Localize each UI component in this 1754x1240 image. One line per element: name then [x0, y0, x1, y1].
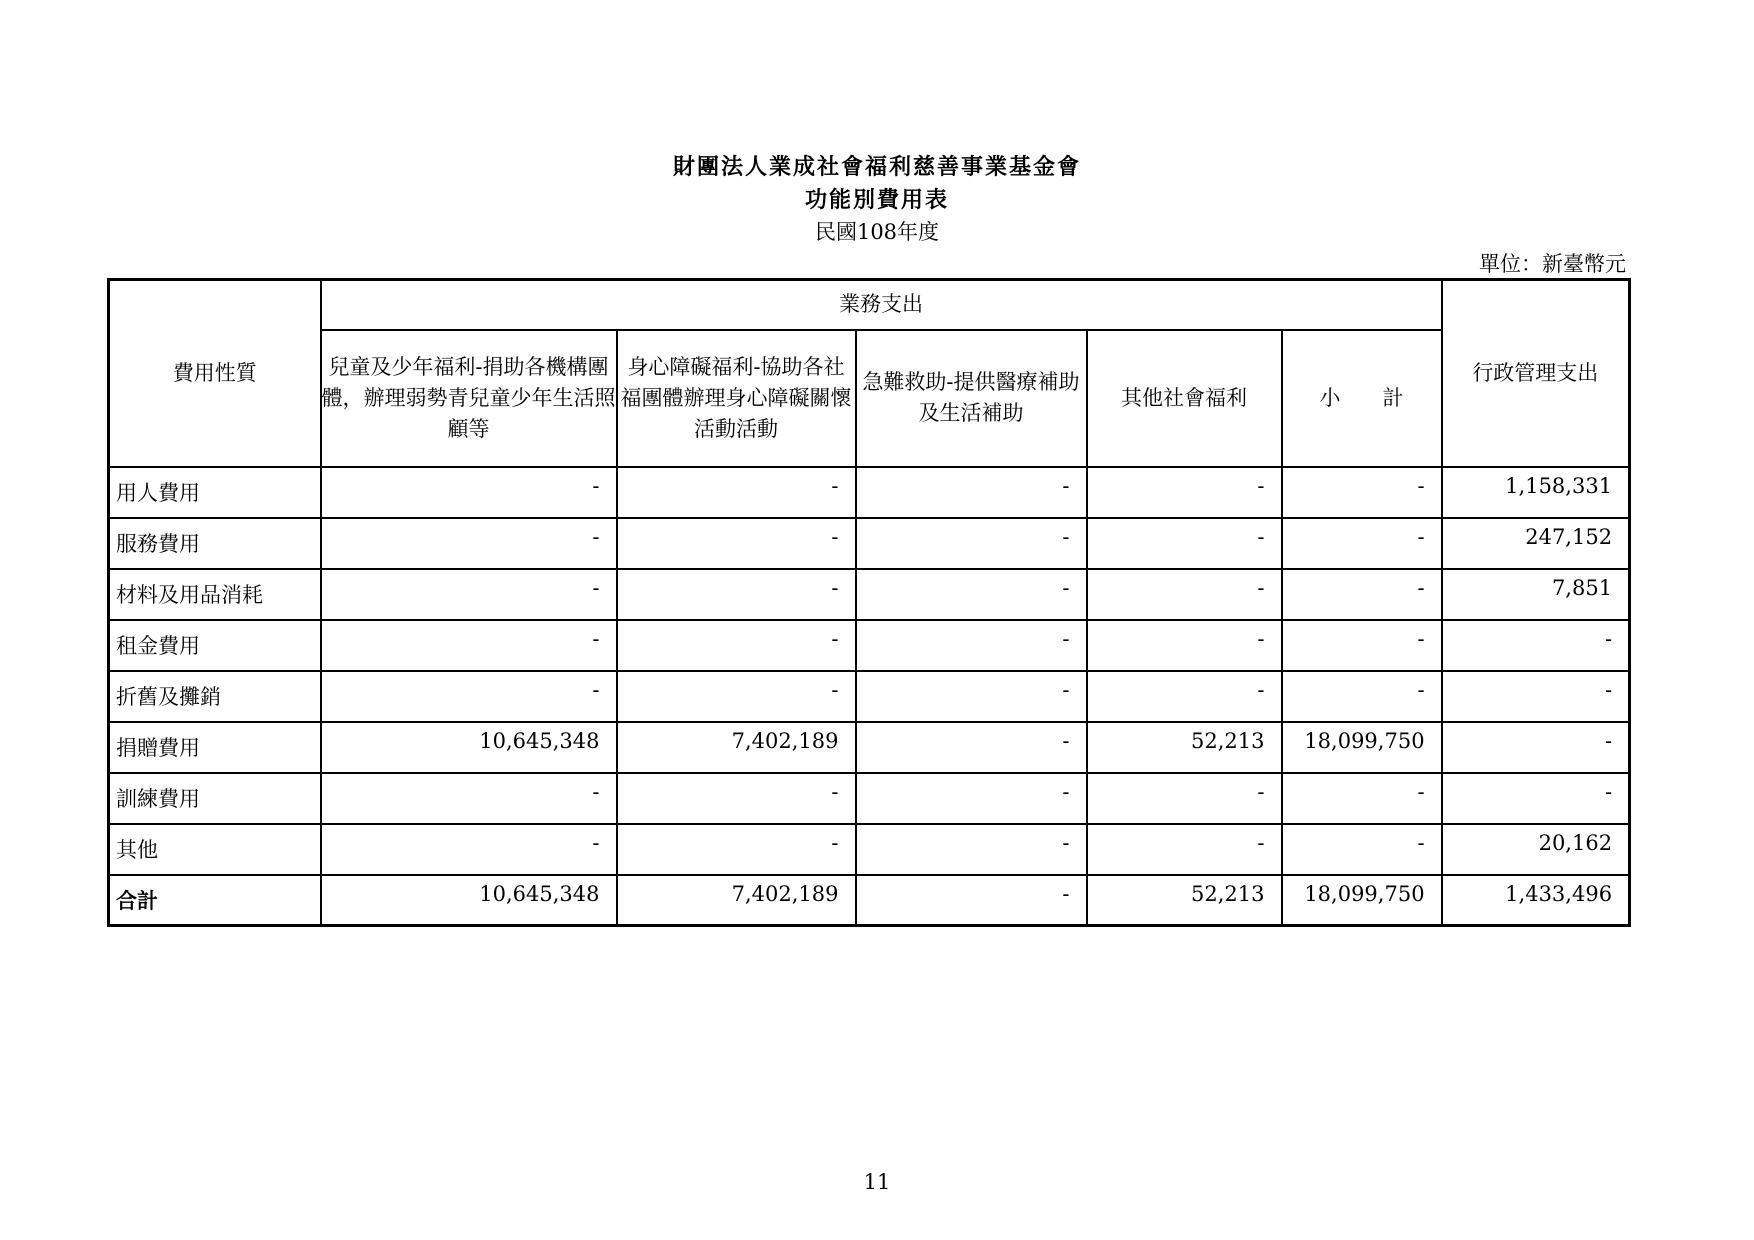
table-cell: 1,158,331: [1442, 467, 1630, 518]
table-row: [109, 722, 1630, 773]
header-admin-expense: 行政管理支出: [1442, 280, 1630, 467]
table-row: [109, 671, 1630, 722]
table-cell: -: [321, 824, 617, 875]
table-cell: -: [856, 875, 1087, 926]
table-cell: 7,402,189: [617, 875, 856, 926]
table-cell: -: [321, 467, 617, 518]
table-cell: -: [1442, 773, 1630, 824]
table-cell: -: [617, 518, 856, 569]
report-period: 民國108年度: [814, 220, 940, 244]
table-cell: -: [1282, 518, 1442, 569]
header-child-youth-welfare: 兒童及少年福利-捐助各機構團體，辦理弱勢青兒童少年生活照顧等: [321, 330, 617, 467]
header-nature: 費用性質: [109, 280, 321, 467]
header-other-social-welfare: 其他社會福利: [1087, 330, 1282, 467]
table-cell: -: [1442, 620, 1630, 671]
row-label: 合計: [109, 875, 321, 926]
table-cell: -: [1282, 569, 1442, 620]
row-label: 用人費用: [109, 467, 321, 518]
table-cell: 18,099,750: [1282, 875, 1442, 926]
table-cell: 1,433,496: [1442, 875, 1630, 926]
table-cell: -: [321, 620, 617, 671]
total-row: [109, 875, 1630, 926]
row-label: 折舊及攤銷: [109, 671, 321, 722]
table-cell: -: [1087, 518, 1282, 569]
table-cell: -: [856, 671, 1087, 722]
table-cell: -: [1087, 824, 1282, 875]
table-cell: 18,099,750: [1282, 722, 1442, 773]
table-cell: -: [1087, 773, 1282, 824]
report-title: 功能別費用表: [804, 187, 949, 213]
header-emergency-relief: 急難救助-提供醫療補助及生活補助: [856, 330, 1087, 467]
organization-title: 財團法人業成社會福利慈善事業基金會: [672, 154, 1081, 180]
table-cell: -: [1087, 620, 1282, 671]
header-business-expense: 業務支出: [321, 280, 1442, 330]
table-cell: 7,402,189: [617, 722, 856, 773]
table-cell: 20,162: [1442, 824, 1630, 875]
table-row: [109, 467, 1630, 518]
table-cell: -: [1087, 671, 1282, 722]
header-disability-welfare: 身心障礙福利-協助各社福團體辦理身心障礙關懷活動活動: [617, 330, 856, 467]
table-cell: -: [321, 518, 617, 569]
table-row: [109, 824, 1630, 875]
table-row: [109, 620, 1630, 671]
header-row-1: [109, 280, 1630, 330]
table-cell: -: [1282, 620, 1442, 671]
table-cell: -: [1282, 671, 1442, 722]
table-cell: 10,645,348: [321, 875, 617, 926]
table-cell: -: [617, 671, 856, 722]
table-cell: -: [321, 773, 617, 824]
table-cell: -: [1087, 569, 1282, 620]
table-cell: -: [617, 824, 856, 875]
row-label: 捐贈費用: [109, 722, 321, 773]
table-cell: 10,645,348: [321, 722, 617, 773]
header-row-2: [109, 330, 1630, 467]
table-cell: -: [1442, 722, 1630, 773]
row-label: 材料及用品消耗: [109, 569, 321, 620]
table-cell: -: [856, 773, 1087, 824]
table-cell: -: [856, 467, 1087, 518]
table-row: [109, 569, 1630, 620]
table-cell: -: [321, 671, 617, 722]
table-cell: 7,851: [1442, 569, 1630, 620]
row-label: 租金費用: [109, 620, 321, 671]
table-cell: -: [856, 569, 1087, 620]
table-cell: 52,213: [1087, 875, 1282, 926]
table-cell: -: [856, 518, 1087, 569]
table-cell: -: [1442, 671, 1630, 722]
table-cell: -: [856, 824, 1087, 875]
currency-unit: 單位：新臺幣元: [1479, 252, 1626, 276]
row-label: 其他: [109, 824, 321, 875]
table-cell: -: [1282, 773, 1442, 824]
table-cell: -: [617, 620, 856, 671]
table-cell: -: [856, 722, 1087, 773]
table-cell: -: [1282, 467, 1442, 518]
table-row: [109, 773, 1630, 824]
header-subtotal: 小 計: [1282, 330, 1442, 467]
functional-expense-table: [107, 278, 1631, 927]
table-cell: -: [617, 569, 856, 620]
table-cell: 247,152: [1442, 518, 1630, 569]
table-cell: -: [617, 773, 856, 824]
table-cell: 52,213: [1087, 722, 1282, 773]
table-cell: -: [1282, 824, 1442, 875]
table-row: [109, 518, 1630, 569]
table-cell: -: [617, 467, 856, 518]
table-cell: -: [1087, 467, 1282, 518]
table-cell: -: [856, 620, 1087, 671]
row-label: 服務費用: [109, 518, 321, 569]
row-label: 訓練費用: [109, 773, 321, 824]
page-number: 11: [863, 1170, 891, 1194]
table-cell: -: [321, 569, 617, 620]
